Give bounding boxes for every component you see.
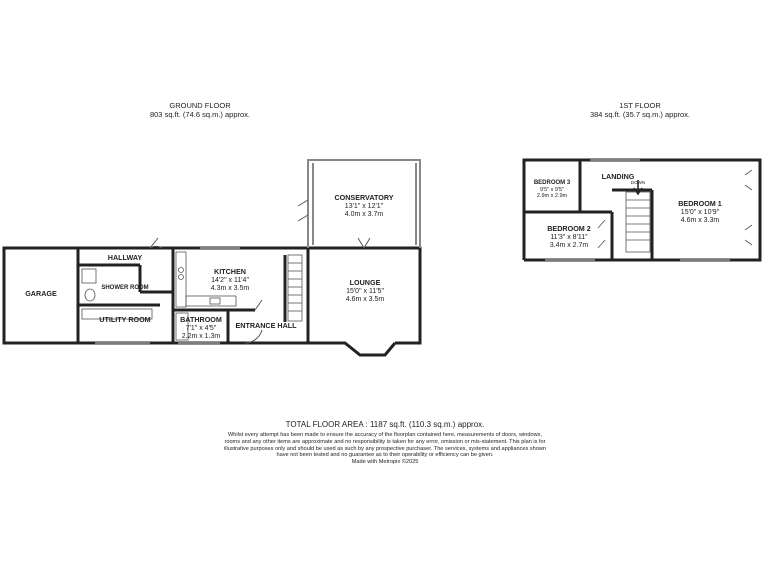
sink-icon: [210, 298, 220, 304]
toilet-icon: [85, 289, 95, 301]
room-name: CONSERVATORY: [334, 193, 394, 202]
room-bedroom3: [526, 180, 578, 200]
room-entrance-hall: [230, 322, 302, 331]
total-floor-area: TOTAL FLOOR AREA : 1187 sq.ft. (110.3 sq.m.) approx.: [285, 420, 485, 429]
first-floor-area: 384 sq.ft. (35.7 sq.m.) approx.: [589, 110, 691, 119]
room-imperial: 15'0" x 11'5": [346, 287, 384, 295]
room-metric: 2.2m x 1.3m: [181, 333, 221, 340]
stairs-label: DOWN: [630, 180, 646, 185]
conservatory-side-door: [298, 200, 308, 221]
room-bedroom1: [662, 200, 738, 226]
room-metric: 4.6m x 3.5m: [345, 296, 385, 303]
first-floor-title: 1ST FLOOR: [619, 101, 661, 110]
room-name: SHOWER ROOM: [101, 285, 149, 291]
room-hallway: [95, 254, 155, 263]
room-name: KITCHEN: [214, 267, 246, 276]
room-conservatory: [318, 194, 410, 220]
disclaimer: Whilst every attempt has been made to ensure the accuracy of the floorplan contained here, measurements of doors, windows, rooms and any other items are approximate and no responsibility is taken for any error, omission or mis-statement. This plan is for illustrative purposes only and should be used as such by any prospective purchaser. The services, systems and appliances shown have not been tested and no guarantee as to their operability or efficiency can be given.: [223, 432, 547, 459]
room-metric: 2.9m x 2.9m: [536, 193, 568, 199]
room-name: BEDROOM 2: [547, 224, 591, 233]
first-floor-heading: [565, 101, 715, 119]
made-with: Made with Metropix ©2025: [351, 459, 419, 466]
room-imperial: 11'3" x 8'11": [550, 233, 588, 241]
room-imperial: 9'5" x 9'5": [539, 186, 565, 193]
floorplan-footer: [220, 420, 550, 466]
stairs-down-label: [626, 180, 650, 187]
kitchen-door: [255, 300, 262, 310]
shower-tray: [82, 269, 96, 283]
ground-floor-area: 803 sq.ft. (74.6 sq.m.) approx.: [149, 110, 251, 119]
kitchen-counter-bottom: [186, 296, 236, 306]
entrance-door: [245, 330, 262, 343]
wardrobe-door-2: [745, 225, 752, 245]
wardrobe-door: [745, 170, 752, 190]
room-imperial: 7'1" x 4'5": [185, 324, 217, 332]
room-name: LOUNGE: [349, 278, 381, 287]
room-name: BATHROOM: [180, 315, 222, 324]
room-metric: 4.3m x 3.5m: [210, 285, 250, 292]
room-lounge: [322, 279, 408, 305]
room-kitchen: [190, 268, 270, 294]
hob-icon: [179, 268, 184, 273]
room-name: HALLWAY: [107, 253, 143, 262]
room-imperial: 13'1" x 12'1": [344, 202, 384, 210]
room-utility: [85, 316, 165, 325]
room-imperial: 14'2" x 11'4": [211, 276, 249, 284]
room-metric: 4.0m x 3.7m: [344, 211, 384, 218]
room-shower: [95, 285, 155, 292]
room-imperial: 15'0" x 10'9": [680, 208, 720, 216]
room-metric: 4.6m x 3.3m: [680, 217, 720, 224]
room-metric: 3.4m x 2.7m: [549, 242, 589, 249]
room-name: LANDING: [601, 172, 635, 181]
room-name: GARAGE: [25, 289, 57, 298]
room-name: ENTRANCE HALL: [235, 321, 297, 330]
room-bedroom2: [532, 225, 606, 251]
room-name: BEDROOM 3: [533, 180, 571, 186]
room-name: UTILITY ROOM: [99, 315, 151, 324]
ground-floor-heading: [120, 101, 280, 119]
ground-floor-title: GROUND FLOOR: [169, 101, 231, 110]
first-stairs: [626, 192, 650, 252]
lounge-bay-window: [308, 343, 395, 355]
room-name: BEDROOM 1: [678, 199, 722, 208]
room-garage: [4, 290, 78, 299]
room-bathroom: [172, 316, 230, 342]
